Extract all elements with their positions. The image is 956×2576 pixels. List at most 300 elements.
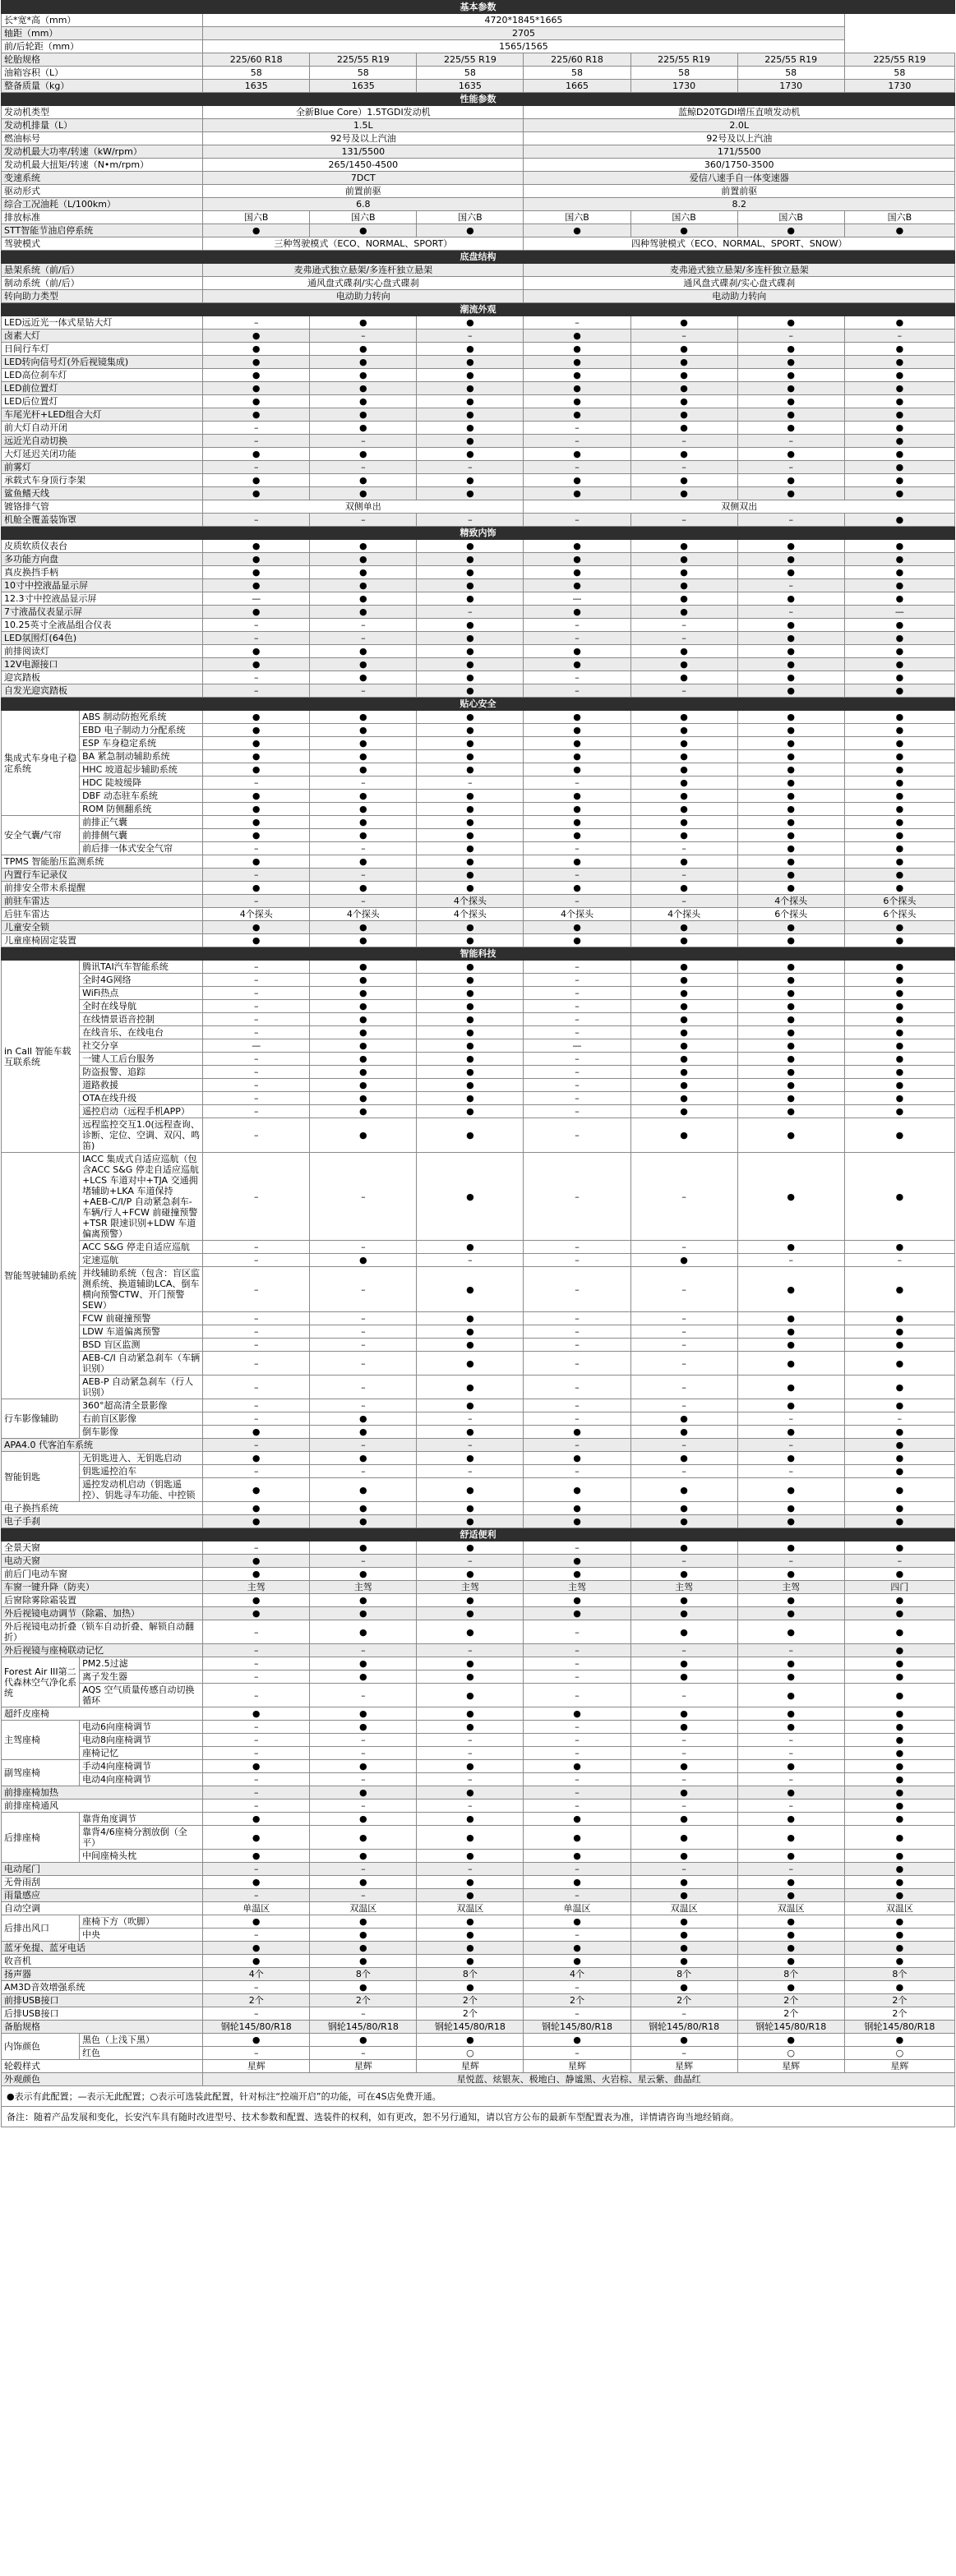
spec-value: – (524, 1773, 630, 1786)
spec-value: ● (630, 763, 737, 776)
spec-row (2, 1254, 955, 1267)
spec-value: 双温区 (737, 1902, 844, 1915)
spec-value: ● (417, 1594, 524, 1607)
spec-value: ● (417, 1039, 524, 1053)
spec-value: – (203, 1734, 310, 1747)
spec-value: ● (524, 224, 630, 237)
spec-value: ● (630, 1889, 737, 1902)
spec-label: 外后视镜与座椅联动记忆 (2, 1644, 203, 1657)
spec-value: – (203, 1241, 310, 1254)
spec-sub-label: ACC S&G 停走自适应巡航 (80, 1241, 203, 1254)
spec-value: – (417, 1863, 524, 1876)
spec-value: ● (737, 474, 844, 487)
spec-value: – (203, 1105, 310, 1118)
spec-value: ● (844, 1515, 954, 1528)
spec-value: 58 (737, 67, 844, 80)
spec-row (2, 1994, 955, 2007)
spec-value: ● (737, 1376, 844, 1399)
spec-value: ● (844, 1607, 954, 1620)
spec-value: ● (417, 422, 524, 435)
spec-value: ● (417, 474, 524, 487)
spec-value: ● (844, 435, 954, 448)
spec-value: ● (524, 1826, 630, 1850)
spec-value: ● (203, 1478, 310, 1502)
spec-value: ● (844, 382, 954, 395)
spec-value: ○ (737, 2047, 844, 2060)
spec-value: ● (524, 408, 630, 422)
spec-label: 收音机 (2, 1955, 203, 1968)
spec-value: ● (203, 1502, 310, 1515)
spec-value: – (737, 1734, 844, 1747)
spec-value: ● (524, 329, 630, 343)
spec-value: ● (310, 1981, 417, 1994)
spec-value: ● (844, 1153, 954, 1241)
spec-label: 电动尾门 (2, 1863, 203, 1876)
spec-value: ● (737, 1267, 844, 1312)
spec-value: ● (417, 553, 524, 566)
spec-group-label: in Call 智能车载互联系统 (2, 961, 80, 1153)
spec-value: ● (417, 1657, 524, 1670)
spec-value: ● (844, 1929, 954, 1942)
spec-sub-label: 靠背角度调节 (80, 1813, 203, 1826)
spec-row (2, 448, 955, 461)
spec-sub-label: 腾讯TAI汽车智能系统 (80, 961, 203, 974)
spec-row (2, 1541, 955, 1555)
spec-row (2, 1079, 955, 1092)
spec-value: ● (203, 356, 310, 369)
spec-value: ● (310, 1929, 417, 1942)
spec-group-label: 集成式车身电子稳定系统 (2, 711, 80, 816)
spec-value: – (310, 2007, 417, 2021)
spec-value: – (630, 1684, 737, 1707)
spec-value: — (524, 592, 630, 606)
spec-row (2, 369, 955, 382)
spec-sub-label: 座椅下方（吹脚） (80, 1915, 203, 1929)
spec-value: ● (524, 395, 630, 408)
spec-value: – (203, 974, 310, 987)
spec-label: 转向助力类型 (2, 290, 203, 303)
spec-value: – (417, 329, 524, 343)
spec-value: – (203, 1339, 310, 1352)
spec-value: ● (844, 724, 954, 737)
spec-value: ● (310, 1813, 417, 1826)
spec-value: – (524, 1465, 630, 1478)
spec-value: ● (203, 1426, 310, 1439)
spec-value: ● (844, 1721, 954, 1734)
spec-value: ● (417, 1478, 524, 1502)
spec-value: ● (737, 842, 844, 855)
spec-value: ● (524, 1426, 630, 1439)
spec-value: ● (203, 474, 310, 487)
spec-value: ● (203, 1760, 310, 1773)
spec-value: ● (310, 1826, 417, 1850)
spec-value: ● (630, 1813, 737, 1826)
spec-value: – (203, 435, 310, 448)
spec-label: 外后视镜电动折叠（锁车自动折叠、解锁自动翻折） (2, 1620, 203, 1644)
spec-value: 国六B (310, 211, 417, 224)
spec-row (2, 382, 955, 395)
spec-value: ● (310, 1876, 417, 1889)
spec-value: ● (203, 408, 310, 422)
spec-sub-label: 黑色（上浅下黑） (80, 2034, 203, 2047)
spec-value: ● (844, 1000, 954, 1013)
spec-row (2, 1000, 955, 1013)
spec-value: ● (737, 1876, 844, 1889)
spec-row (2, 934, 955, 947)
spec-value: ● (630, 1452, 737, 1465)
spec-value: ● (524, 855, 630, 869)
spec-value: – (310, 1153, 417, 1241)
spec-value: ● (417, 1826, 524, 1850)
spec-value: ● (737, 1013, 844, 1026)
spec-value: – (203, 1312, 310, 1325)
spec-value: – (310, 1734, 417, 1747)
spec-value: ● (417, 1312, 524, 1325)
spec-value: – (310, 461, 417, 474)
spec-value: – (417, 606, 524, 619)
spec-value: – (630, 461, 737, 474)
spec-value: ● (310, 1118, 417, 1153)
spec-value: ● (630, 921, 737, 934)
spec-value: – (203, 671, 310, 684)
spec-value: 2个 (417, 1994, 524, 2007)
spec-row (2, 67, 955, 80)
spec-value: 8.2 (524, 198, 955, 211)
section-title: 智能科技 (2, 947, 955, 961)
spec-value: ● (203, 803, 310, 816)
spec-value: ● (310, 934, 417, 947)
spec-value: ● (310, 395, 417, 408)
spec-table (1, 0, 955, 2086)
spec-label: 鲨鱼鳍天线 (2, 487, 203, 500)
spec-value: ● (417, 1013, 524, 1026)
spec-value: ● (844, 1079, 954, 1092)
spec-value: ● (203, 816, 310, 829)
spec-value: ● (203, 1826, 310, 1850)
spec-row (2, 1241, 955, 1254)
spec-value: ● (310, 408, 417, 422)
spec-value: ● (844, 1426, 954, 1439)
spec-value: ● (844, 1826, 954, 1850)
spec-value: – (203, 1773, 310, 1786)
spec-value: ● (524, 711, 630, 724)
spec-sub-label: AEB-C/I 自动紧急刹车（车辆识别） (80, 1352, 203, 1376)
spec-value: 单温区 (524, 1902, 630, 1915)
spec-sub-label: HDC 陡坡缓降 (80, 776, 203, 790)
spec-value: ● (417, 790, 524, 803)
spec-value: – (203, 1670, 310, 1684)
spec-value: ● (310, 961, 417, 974)
spec-value: ● (417, 224, 524, 237)
spec-value: 8个 (310, 1968, 417, 1981)
spec-value: ● (310, 658, 417, 671)
spec-value: ● (203, 369, 310, 382)
spec-value: – (524, 1105, 630, 1118)
spec-row (2, 671, 955, 684)
spec-label: 无骨雨刮 (2, 1876, 203, 1889)
spec-label: 发动机最大功率/转速（kW/rpm） (2, 145, 203, 159)
spec-value: ● (630, 1000, 737, 1013)
spec-row (2, 14, 955, 27)
spec-value: ● (737, 961, 844, 974)
spec-value: ● (630, 1850, 737, 1863)
spec-value: – (203, 1352, 310, 1376)
spec-row (2, 1412, 955, 1426)
spec-label: 自发光迎宾踏板 (2, 684, 203, 698)
section-header (2, 527, 955, 540)
spec-value: 双侧双出 (524, 500, 955, 514)
spec-row (2, 1092, 955, 1105)
spec-value: ● (310, 448, 417, 461)
spec-value: ● (417, 1981, 524, 1994)
spec-value: – (203, 1066, 310, 1079)
spec-value: – (630, 1800, 737, 1813)
spec-value: ● (417, 1607, 524, 1620)
spec-value: 钢轮145/80/R18 (203, 2021, 310, 2034)
spec-value: ● (524, 737, 630, 750)
spec-value: ● (844, 1452, 954, 1465)
spec-value: – (203, 961, 310, 974)
spec-value: – (310, 1267, 417, 1312)
spec-row (2, 1747, 955, 1760)
spec-value: 星辉 (737, 2060, 844, 2073)
spec-value: ● (203, 711, 310, 724)
spec-value: ● (417, 1955, 524, 1968)
spec-value: ● (310, 1541, 417, 1555)
spec-row (2, 1352, 955, 1376)
spec-value: – (203, 1465, 310, 1478)
spec-value: ● (203, 658, 310, 671)
spec-value: – (417, 1734, 524, 1747)
spec-value: – (524, 1092, 630, 1105)
spec-value: – (524, 422, 630, 435)
spec-label: 多功能方向盘 (2, 553, 203, 566)
spec-value: ● (737, 408, 844, 422)
spec-value: 电动助力转向 (524, 290, 955, 303)
spec-row (2, 1153, 955, 1241)
spec-value: ● (844, 869, 954, 882)
spec-value: ● (844, 343, 954, 356)
spec-value: ● (203, 1594, 310, 1607)
spec-value: 双温区 (310, 1902, 417, 1915)
spec-value: ● (737, 1502, 844, 1515)
spec-value: ● (417, 1929, 524, 1942)
spec-value: – (203, 1684, 310, 1707)
spec-value: ● (737, 1325, 844, 1339)
spec-value: ● (630, 671, 737, 684)
spec-value: ● (310, 1915, 417, 1929)
section-header (2, 93, 955, 106)
spec-sub-label: 在线音乐、在线电台 (80, 1026, 203, 1039)
spec-value: – (630, 2047, 737, 2060)
spec-value: 2个 (844, 1994, 954, 2007)
spec-value: – (310, 684, 417, 698)
spec-label: 日间行车灯 (2, 343, 203, 356)
spec-value: ● (737, 1568, 844, 1581)
spec-row (2, 1502, 955, 1515)
spec-value: – (417, 1412, 524, 1426)
spec-row (2, 1657, 955, 1670)
spec-label: 变速系统 (2, 172, 203, 185)
spec-value: ● (417, 1515, 524, 1528)
spec-label: 车窗一键升降（防夹） (2, 1581, 203, 1594)
spec-value: ● (417, 750, 524, 763)
spec-value: ● (630, 790, 737, 803)
spec-value: ● (630, 1760, 737, 1773)
spec-value: – (203, 1026, 310, 1039)
spec-value: – (203, 1747, 310, 1760)
spec-sub-label: 电动4向座椅调节 (80, 1773, 203, 1786)
spec-value: ● (417, 1889, 524, 1902)
spec-row (2, 961, 955, 974)
spec-value: ● (737, 316, 844, 329)
spec-label: 外观颜色 (2, 2073, 203, 2086)
spec-value: 4个探头 (417, 895, 524, 908)
spec-value: – (524, 1066, 630, 1079)
spec-value: – (524, 1352, 630, 1376)
spec-value: – (737, 329, 844, 343)
spec-value: – (524, 1241, 630, 1254)
spec-value: ● (844, 1863, 954, 1876)
spec-value: ● (844, 579, 954, 592)
spec-value: ● (203, 329, 310, 343)
spec-row (2, 1942, 955, 1955)
spec-value: – (524, 1376, 630, 1399)
spec-row (2, 224, 955, 237)
spec-row (2, 1465, 955, 1478)
spec-value: 国六B (417, 211, 524, 224)
spec-label: 悬架系统（前/后） (2, 264, 203, 277)
spec-value: – (737, 1439, 844, 1452)
spec-value: – (310, 895, 417, 908)
spec-value: ● (310, 1426, 417, 1439)
spec-value: ● (737, 1312, 844, 1325)
spec-value: – (417, 514, 524, 527)
spec-value: ● (417, 1786, 524, 1800)
spec-value: – (310, 869, 417, 882)
spec-value: ● (310, 1515, 417, 1528)
section-title: 精致内饰 (2, 527, 955, 540)
spec-row (2, 198, 955, 211)
spec-value: ● (417, 1760, 524, 1773)
spec-value: – (203, 842, 310, 855)
spec-value: ● (737, 934, 844, 947)
spec-row (2, 619, 955, 632)
spec-value: ● (737, 671, 844, 684)
spec-value: 131/5500 (203, 145, 524, 159)
spec-value: ● (310, 803, 417, 816)
spec-value: 4个 (203, 1968, 310, 1981)
spec-value: ● (630, 1707, 737, 1721)
spec-value: ● (310, 1412, 417, 1426)
spec-row (2, 1644, 955, 1657)
spec-value: ● (737, 737, 844, 750)
spec-value: – (310, 1439, 417, 1452)
spec-value: ● (630, 1826, 737, 1850)
spec-label: LED远近光一体式星钻大灯 (2, 316, 203, 329)
spec-sub-label: 远程监控交互1.0(远程查询、诊断、定位、空调、双闪、鸣笛) (80, 1118, 203, 1153)
spec-value: ● (737, 816, 844, 829)
spec-row (2, 1670, 955, 1684)
spec-row (2, 1376, 955, 1399)
spec-value: ● (524, 803, 630, 816)
spec-value: 2705 (203, 27, 845, 40)
spec-value: ● (737, 2034, 844, 2047)
spec-sub-label: LDW 车道偏离预警 (80, 1325, 203, 1339)
spec-value: ● (203, 829, 310, 842)
spec-value: ● (310, 1013, 417, 1026)
spec-value: ● (630, 658, 737, 671)
spec-value: – (203, 684, 310, 698)
spec-value: ● (310, 1607, 417, 1620)
spec-value: – (524, 1800, 630, 1813)
spec-value: – (524, 1620, 630, 1644)
spec-sub-label: 前后排一体式安全气帘 (80, 842, 203, 855)
spec-value: ● (844, 1942, 954, 1955)
spec-value: – (203, 1325, 310, 1339)
spec-value: 麦弗逊式独立悬架/多连杆独立悬架 (203, 264, 524, 277)
spec-sub-label: 全时在线导航 (80, 1000, 203, 1013)
spec-value: ● (844, 842, 954, 855)
spec-row (2, 1105, 955, 1118)
spec-value: ● (630, 1502, 737, 1515)
spec-row (2, 1339, 955, 1352)
spec-value: ● (310, 1594, 417, 1607)
spec-value: ● (737, 1813, 844, 1826)
spec-value: – (203, 1439, 310, 1452)
spec-value: – (203, 987, 310, 1000)
spec-value: ● (524, 790, 630, 803)
spec-sub-label: 靠背4/6座椅分割放倒（全平） (80, 1826, 203, 1850)
spec-value: ● (844, 1105, 954, 1118)
spec-value: ● (737, 776, 844, 790)
spec-value: 通风盘式碟刹/实心盘式碟刹 (203, 277, 524, 290)
spec-value: ● (524, 724, 630, 737)
spec-value: ● (310, 1502, 417, 1515)
spec-sheet (1, 0, 955, 2127)
spec-value: – (630, 1376, 737, 1399)
spec-row (2, 2007, 955, 2021)
spec-label: 远近光自动切换 (2, 435, 203, 448)
spec-value: – (203, 1786, 310, 1800)
spec-value: 星辉 (844, 2060, 954, 2073)
spec-value: ● (737, 1079, 844, 1092)
spec-value: ● (417, 1850, 524, 1863)
spec-value: – (310, 2047, 417, 2060)
spec-label: 长*宽*高（mm） (2, 14, 203, 27)
spec-value: ● (310, 1850, 417, 1863)
spec-value: ● (630, 474, 737, 487)
spec-value: ● (737, 1594, 844, 1607)
spec-value: ● (630, 1955, 737, 1968)
spec-sub-label: 座椅记忆 (80, 1747, 203, 1760)
spec-value: – (417, 1254, 524, 1267)
spec-value: ● (417, 448, 524, 461)
spec-value: ● (417, 2034, 524, 2047)
spec-label: 发动机排量（L） (2, 119, 203, 132)
spec-value: – (630, 1773, 737, 1786)
spec-value: ● (524, 369, 630, 382)
spec-value: ● (203, 566, 310, 579)
spec-value: ● (844, 1915, 954, 1929)
spec-value: – (203, 1153, 310, 1241)
spec-value: ● (844, 448, 954, 461)
spec-value: ● (844, 1734, 954, 1747)
spec-sub-label: HHC 坡道起步辅助系统 (80, 763, 203, 776)
spec-sub-label: IACC 集成式自适应巡航（包含ACC S&G 停走自适应巡航+LCS 车道对中+TJA 交通拥堵辅助+LKA 车道保持+AEB-C/I/P 自动紧急刹车-车辆/行人+FCW 前碰撞预警+TSR 限速识别+LDW 车道偏离预警） (80, 1153, 203, 1241)
spec-value: ● (844, 1339, 954, 1352)
spec-value: – (524, 1786, 630, 1800)
